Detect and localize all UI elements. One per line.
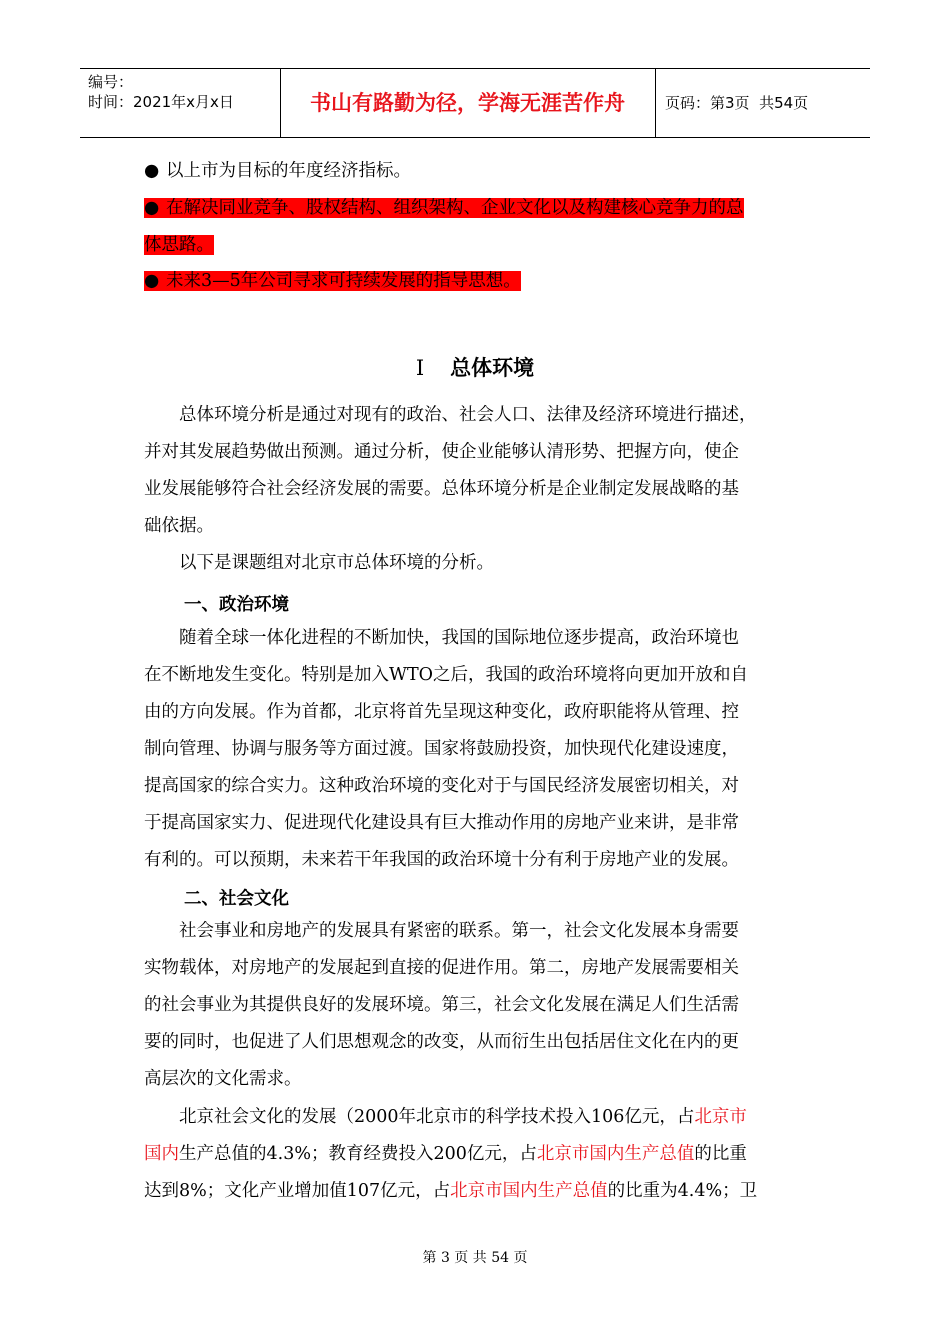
paragraph-line: 制向管理、协调与服务等方面过渡。国家将鼓励投资，加快现代化建设速度，: [144, 739, 739, 759]
section-title: [0, 352, 950, 382]
document-number-label: 编号：: [88, 73, 134, 91]
paragraph-line: 业发展能够符合社会经济发展的需要。总体环境分析是企业制定发展战略的基: [144, 479, 739, 499]
paragraph-line: 在不断地发生变化。特别是加入WTO之后，我国的政治环境将向更加开放和自: [144, 665, 749, 685]
text-run: 的比重: [694, 1144, 747, 1164]
document-date-label: 时间：2021年x月x日: [88, 93, 234, 111]
paragraph-line: 的社会事业为其提供良好的发展环境。第三，社会文化发展在满足人们生活需: [144, 995, 739, 1015]
header-motto: 书山有路勤为径，学海无涯苦作舟: [310, 91, 625, 115]
header-page-info: 页码：第3页 共54页: [665, 94, 809, 112]
highlighted-term: 国内: [144, 1144, 179, 1164]
paragraph-line: 总体环境分析是通过对现有的政治、社会人口、法律及经济环境进行描述，: [144, 405, 757, 425]
header-meta: [80, 69, 280, 137]
bullet-dot-icon: ●: [144, 198, 160, 218]
paragraph-line: 由的方向发展。作为首都，北京将首先呈现这种变化，政府职能将从管理、控: [144, 702, 739, 722]
bullet-text: 在解决同业竞争、股权结构、组织架构、企业文化以及构建核心竞争力的总: [166, 198, 744, 218]
politics-paragraph: [144, 620, 810, 879]
bullet-item: [144, 268, 521, 294]
paragraph-line: 于提高国家实力、促进现代化建设具有巨大推动作用的房地产业来讲，是非常: [144, 813, 739, 833]
paragraph-line: 随着全球一体化进程的不断加快，我国的国际地位逐步提高，政治环境也: [144, 628, 739, 648]
bullet-item: [144, 158, 411, 184]
bullet-dot-icon: ●: [144, 271, 160, 291]
paragraph-line: 有利的。可以预期，未来若干年我国的政治环境十分有利于房地产业的发展。: [144, 850, 739, 870]
bullet-text: 体思路。: [144, 235, 214, 255]
paragraph-line: 社会事业和房地产的发展具有紧密的联系。第一，社会文化发展本身需要: [144, 921, 739, 941]
paragraph-line: [144, 1099, 810, 1136]
paragraph-line: 高层次的文化需求。: [144, 1069, 302, 1089]
bullet-item-continued: [144, 232, 214, 258]
text-run: 达到8%；文化产业增加值107亿元，占: [144, 1181, 451, 1201]
paragraph-line: [144, 1173, 810, 1210]
page-footer: 第 3 页 共 54 页: [422, 1250, 528, 1266]
paragraph-line: 要的同时，也促进了人们思想观念的改变，从而衍生出包括居住文化在内的更: [144, 1032, 739, 1052]
highlighted-term: 北京市: [694, 1107, 747, 1127]
paragraph-line: 实物载体，对房地产的发展起到直接的促进作用。第二，房地产发展需要相关: [144, 958, 739, 978]
text-run: 生产总值的4.3%；教育经费投入200亿元，占: [179, 1144, 537, 1164]
highlighted-term: 北京市国内生产总值: [450, 1181, 608, 1201]
page-header: [80, 68, 870, 138]
paragraph-line: 以下是课题组对北京市总体环境的分析。: [144, 553, 494, 573]
bullet-dot-icon: ●: [144, 161, 160, 181]
bullet-text: 以上市为目标的年度经济指标。: [166, 161, 411, 181]
intro-follow-paragraph: [144, 545, 810, 582]
paragraph-line: 础依据。: [144, 516, 214, 536]
subsection-heading-culture: 二、社会文化: [184, 889, 289, 909]
culture-paragraph-2: [144, 1099, 810, 1210]
bullet-item: [144, 195, 744, 221]
section-title-text: 总体环境: [450, 356, 535, 380]
bullet-text: 未来3—5年公司寻求可持续发展的指导思想。: [166, 271, 521, 291]
text-run: 的比重为4.4%；卫: [607, 1181, 758, 1201]
highlighted-term: 北京市国内生产总值: [536, 1144, 695, 1164]
header-divider: [655, 69, 656, 137]
intro-paragraph: [144, 397, 810, 545]
text-run: 北京社会文化的发展（2000年北京市的科学技术投入106亿元，占: [144, 1107, 695, 1127]
paragraph-line: 提高国家的综合实力。这种政治环境的变化对于与国民经济发展密切相关，对: [144, 776, 739, 796]
paragraph-line: [144, 1136, 810, 1173]
subsection-heading-politics: 一、政治环境: [184, 595, 289, 615]
culture-paragraph: [144, 913, 810, 1098]
section-number: I: [415, 356, 425, 380]
paragraph-line: 并对其发展趋势做出预测。通过分析，使企业能够认清形势、把握方向，使企: [144, 442, 739, 462]
